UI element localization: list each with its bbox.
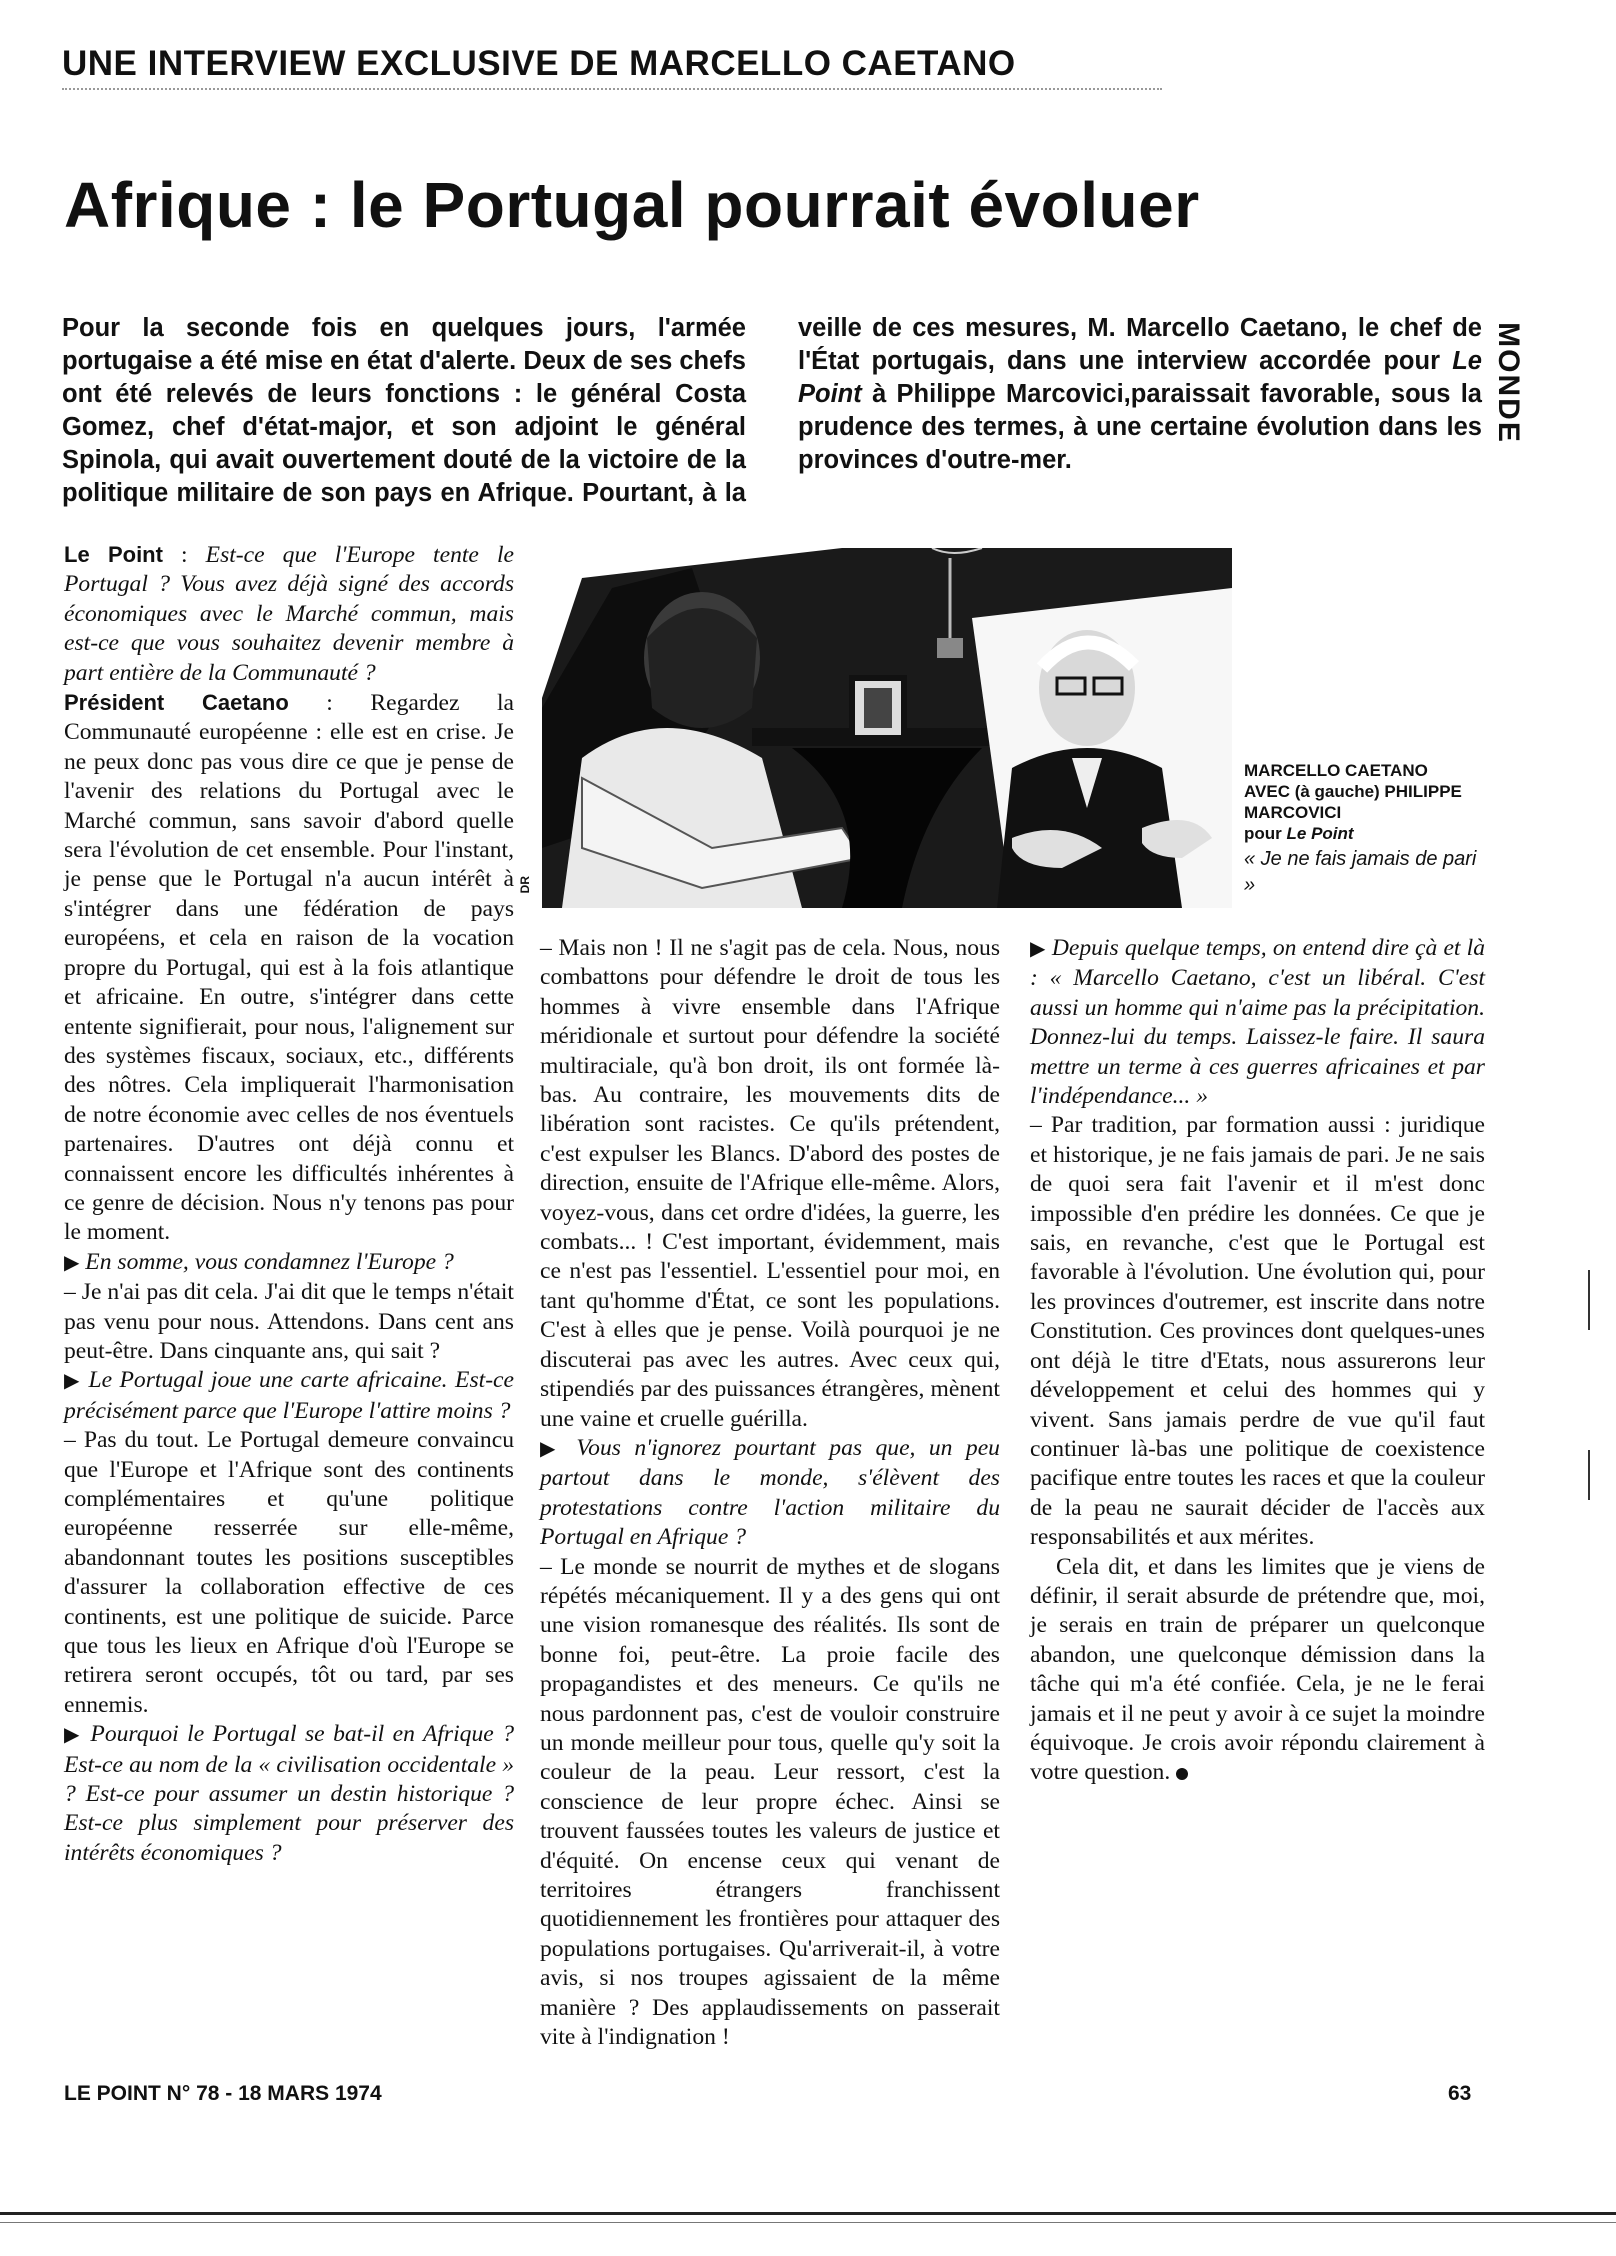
speaker-caetano: Président Caetano bbox=[64, 690, 289, 716]
answer-2: – Je n'ai pas dit cela. J'ai dit que le temps n'était pas venu pour nous. Attendons. Dans cent ans peut-être. Dans cinquante ans, qui sait ? bbox=[64, 1279, 514, 1364]
answer-6: – Par tradition, par formation aussi : juridique et historique, je ne fais jamais de pari. Je ne sais de quoi sera fait l'avenir et il m'est donc impossible d'en prédire les données. Ce que je sais, en revanche, c'est que le Portugal est favorable à l'évolution. Une évolution qui, pour les provinces d'outremer, est inscrite dans notre Constitution. Ces provinces dont quelques-unes ont déjà le titre d'Etats, nous assurerons leur développement et celui des hommes qui y vivent. Sans jamais perdre de vue qu'il faut continuer là-bas une politique de coexistence pacifique entre toutes les races et que la couleur de la peau ne saurait décider de l'accès aux responsabilités et aux mérites. bbox=[1030, 1112, 1485, 1551]
photo-credit: DR bbox=[518, 876, 532, 894]
lead-text-2: à Philippe Marcovici,paraissait favorable, sous la prudence des termes, à une certaine évolution dans les provinces d'outre-mer. bbox=[798, 380, 1482, 474]
photo-interview bbox=[542, 548, 1232, 908]
question-text: Le Portugal joue une carte africaine. Est-ce précisément parce que l'Europe l'attire moins ? bbox=[64, 1367, 514, 1424]
bottom-rule-thin bbox=[0, 2222, 1616, 2223]
lead-text-1: Pour la seconde fois en quelques jours, l'armée portugaise a été mise en état d'alerte. Deux de ses chefs ont été relevés de leurs fonctions : le général Costa Gomez, chef d'état-major, et son adjoint le général Spinola, qui avait ouvertement douté de la victoire de la politique militaire de son pays en Afrique. Pourtant, à la veille de ces mesures, M. Marcello Caetano, le chef de l'État portugais, dans une interview accordée pour bbox=[62, 314, 1482, 507]
margin-mark bbox=[1588, 1270, 1590, 1330]
answer-4: – Mais non ! Il ne s'agit pas de cela. Nous, nous combattons pour défendre le droit de tous les hommes à vivre ensemble dans l'Afrique méridionale et surtout pour défendre la société multiraciale, qu'à bon droit, ils ont formée là-bas. Au contraire, les mouvements dits de libération sont racistes. Ce qu'ils prétendent, c'est expulser les Blancs. D'abord des postes de direction, ensuite de l'Afrique elle-même. Alors, voyez-vous, dans cet ordre d'idées, la guerre, les combats... ! C'est important, évidemment, mais ce n'est pas l'essentiel. L'essentiel pour moi, en tant qu'homme d'État, ce sont les populations. C'est à elles que je pense. Voilà pourquoi je ne discuterai pas avec les autres. Avec ceux qui, stipendiés par des puissances étrangères, mènent une vaine et cruelle guérilla. bbox=[540, 935, 1000, 1432]
question-text: En somme, vous condamnez l'Europe ? bbox=[85, 1248, 454, 1275]
lead-paragraph bbox=[62, 312, 1482, 512]
answer-text: Regardez la Communauté européenne : elle est en crise. Je ne peux donc pas vous dire ce que je pense de l'avenir des relations du Portugal avec le Marché commun, sans savoir d'abord quelle sera l'évolution de cet ensemble. Pour l'instant, je pense que le Portugal n'a aucun intérêt à s'intégrer dans une fédération de pays européens, et cela en raison de la vocation propre du Portugal, qui est à la fois atlantique et africaine. En outre, s'intégrer dans cette entente signifierait, pour nous, l'alignement sur des systèmes fiscaux, sociaux, etc., différents des nôtres. Cela impliquerait l'harmonisation de notre économie avec celles de nos éventuels partenaires. D'autres ont déjà connu et connaissent encore les difficultés inhérentes à ce genre de décision. Nous n'y tenons pas pour le moment. bbox=[64, 690, 514, 1246]
question-text: Est-ce que l'Europe tente le Portugal ? Vous avez déjà signé des accords économiques avec le Marché commun, mais est-ce que vous souhaitez devenir membre à part entière de la Communauté ? bbox=[64, 542, 515, 686]
question-text: Depuis quelque temps, on entend dire çà et là : « Marcello Caetano, c'est un libéral. C'est aussi un homme qui n'aime pas la précipitation. Donnez-lui du temps. Laissez-le faire. Il saura mettre un terme à ces guerres africaines et par l'indépendance... » bbox=[1030, 935, 1486, 1110]
column-1 bbox=[64, 540, 514, 1868]
triangle-marker-icon: ▶ bbox=[540, 1437, 563, 1460]
margin-mark bbox=[1588, 1450, 1590, 1500]
question-2 bbox=[64, 1248, 514, 1278]
question-text: Vous n'ignorez pourtant pas que, un peu partout dans le monde, s'élèvent des protestations contre l'action militaire du Portugal en Afrique ? bbox=[540, 1434, 1000, 1551]
answer-7: Cela dit, et dans les limites que je viens de définir, il serait absurde de prétendre que, moi, je serais en train de préparer un quelconque abandon, une quelconque démission dans la tâche qui m'a été confiée. Cela, je ne le ferai jamais et il ne peut y avoir à ce sujet la moindre équivoque. Je crois avoir répondu clairement à votre question. bbox=[1030, 1553, 1485, 1786]
question-text: Pourquoi le Portugal se bat-il en Afrique ? Est-ce au nom de la « civilisation occidentale » ? Est-ce pour assumer un destin historique ? Est-ce plus simplement pour préserver des intérêts économiques ? bbox=[64, 1721, 514, 1866]
headline: Afrique : le Portugal pourrait évoluer bbox=[64, 169, 1200, 241]
triangle-marker-icon: ▶ bbox=[64, 1370, 81, 1393]
lead-publication: Le Point bbox=[798, 347, 1482, 408]
question-3 bbox=[64, 1366, 514, 1426]
caption-line-2: AVEC (à gauche) PHILIPPE MARCOVICI bbox=[1244, 782, 1462, 822]
answer-1: Président Caetano : Regardez la Communauté européenne : elle est en crise. Je ne peux donc pas vous dire ce que je pense de l'avenir des relations du Portugal avec le Marché commun, sans savoir d'abord quelle sera l'évolution de cet ensemble. Pour l'instant, je pense que le Portugal n'a aucun intérêt à s'intégrer dans une fédération de pays européens, et cela en raison de la vocation propre du Portugal, qui est à la fois atlantique et africaine. En outre, s'intégrer dans cette entente signifierait, pour nous, l'alignement sur des systèmes fiscaux, sociaux, etc., différents des nôtres. Cela impliquerait l'harmonisation de notre économie avec celles de nos éventuels partenaires. D'autres ont déjà connu et connaissent encore les difficultés inhérentes à ce genre de décision. Nous n'y tenons pas pour le moment. bbox=[64, 690, 514, 1246]
caption-quote: « Je ne fais jamais de pari » bbox=[1244, 848, 1477, 896]
question-1: Le Point : Est-ce que l'Europe tente le Portugal ? Vous avez déjà signé des accords économiques avec le Marché commun, mais est-ce que vous souhaitez devenir membre à part entière de la Communauté ? bbox=[64, 542, 515, 686]
triangle-marker-icon: ▶ bbox=[1030, 938, 1046, 960]
answer-5: – Le monde se nourrit de mythes et de slogans répétés mécaniquement. Il y a des gens qui ont une vision romanesque des réalités. Ils sont de bonne foi, peut-être. La proie facile des propagandistes et des meneurs. Ce qu'ils ne nous pardonnent pas, c'est de vouloir construire un monde meilleur pour tous, quelle qu'y soit la couleur de la peau. Leur ressort, c'est la conscience de leur propre échec. Ainsi se trouvent faussées toutes les valeurs de justice et d'équité. On encense ceux qui venant de territoires étrangers franchissent quotidiennement les frontières pour attaquer des populations portugaises. Qu'arriverait-il, à votre avis, si nos troupes agissaient de la même manière ? Des applaudissements on passerait vite à l'indignation ! bbox=[540, 1553, 1000, 2051]
triangle-marker-icon: ▶ bbox=[64, 1251, 80, 1274]
footer-issue: LE POINT N° 78 - 18 MARS 1974 bbox=[64, 2082, 382, 2105]
rubric: UNE INTERVIEW EXCLUSIVE DE MARCELLO CAETANO bbox=[62, 44, 1162, 90]
photo-caption bbox=[1244, 760, 1484, 898]
end-mark-icon bbox=[1176, 1768, 1188, 1780]
triangle-marker-icon: ▶ bbox=[64, 1724, 82, 1747]
caption-line-3: pour Le Point bbox=[1244, 824, 1354, 843]
caption-line-1: MARCELLO CAETANO bbox=[1244, 761, 1428, 780]
column-3 bbox=[1030, 934, 1485, 1788]
section-tag-label: MONDE bbox=[1492, 322, 1526, 444]
column-2 bbox=[540, 934, 1000, 2052]
question-5 bbox=[540, 1434, 1000, 1553]
photo-illustration bbox=[542, 548, 1232, 908]
question-6 bbox=[1030, 934, 1485, 1111]
answer-3: – Pas du tout. Le Portugal demeure convaincu que l'Europe et l'Afrique sont des continents complémentaires et qu'une politique européenne resserrée sur elle-même, abandonnant toutes les positions susceptibles d'assurer la collaboration effective de ces continents, est une politique de suicide. Parce que tous les lieux en Afrique d'où l'Europe se retirera seront occupés, tôt ou tard, par ses ennemis. bbox=[64, 1427, 514, 1718]
question-4 bbox=[64, 1720, 514, 1868]
speaker-le-point: Le Point bbox=[64, 542, 163, 567]
section-tag bbox=[1488, 308, 1528, 458]
footer-page-number: 63 bbox=[1448, 2082, 1472, 2105]
bottom-rule bbox=[0, 2212, 1616, 2215]
